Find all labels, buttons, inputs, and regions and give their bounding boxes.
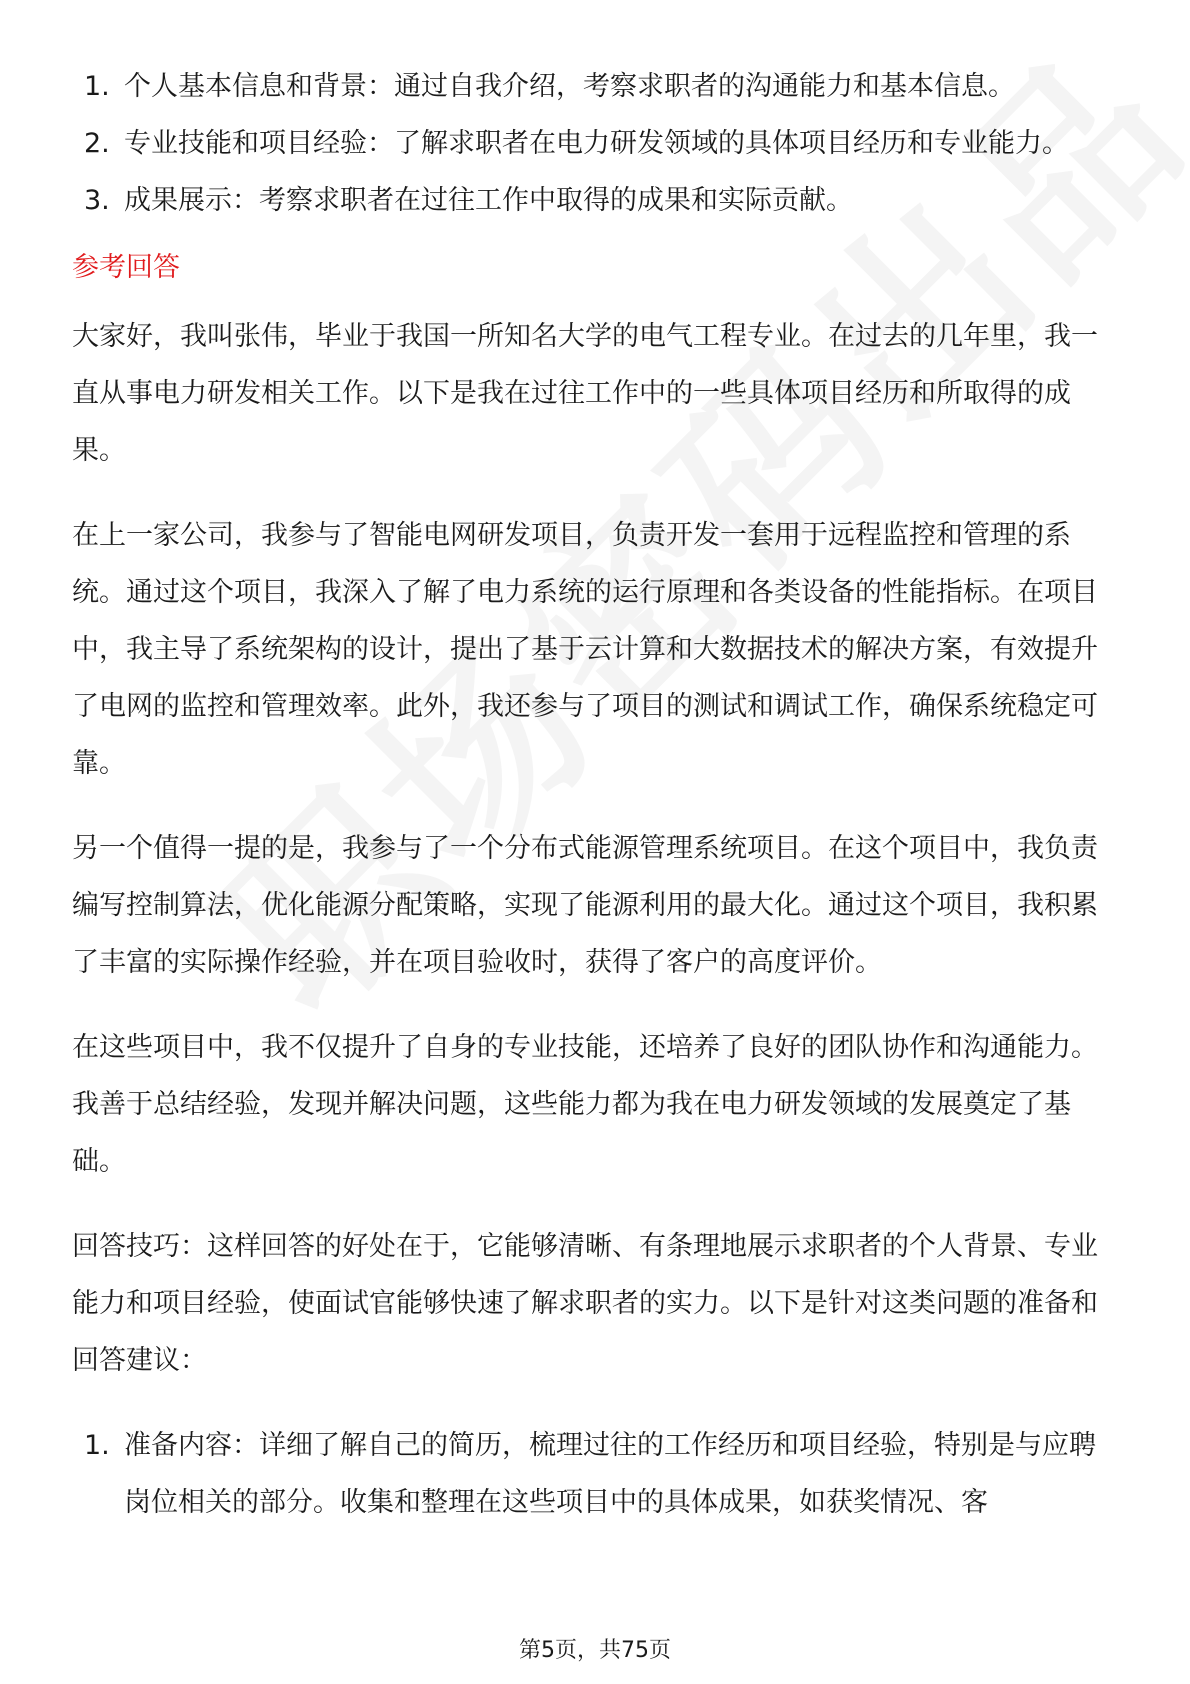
list-number: 1.	[84, 1430, 110, 1461]
list-number: 3.	[84, 185, 110, 216]
list-number: 1.	[84, 71, 110, 102]
list-item-text: 个人基本信息和背景：通过自我介绍，考察求职者的沟通能力和基本信息。	[124, 71, 1015, 102]
list-item-text: 专业技能和项目经验：了解求职者在电力研发领域的具体项目经历和专业能力。	[124, 128, 1069, 159]
document-body	[72, 58, 1122, 1531]
paragraph: 回答技巧：这样回答的好处在于，它能够清晰、有条理地展示求职者的个人背景、专业能力和项目经验，使面试官能够快速了解求职者的实力。以下是针对这类问题的准备和回答建议：	[72, 1231, 1098, 1376]
assessment-points-list	[72, 58, 1122, 229]
section-heading: 参考回答	[72, 252, 180, 283]
list-number: 2.	[84, 128, 110, 159]
list-item	[72, 172, 1122, 229]
paragraph: 在这些项目中，我不仅提升了自身的专业技能，还培养了良好的团队协作和沟通能力。我善于总结经验，发现并解决问题，这些能力都为我在电力研发领域的发展奠定了基础。	[72, 1032, 1098, 1177]
list-item-text: 成果展示：考察求职者在过往工作中取得的成果和实际贡献。	[124, 185, 853, 216]
list-item	[72, 115, 1122, 172]
paragraph: 大家好，我叫张伟，毕业于我国一所知名大学的电气工程专业。在过去的几年里，我一直从事电力研发相关工作。以下是我在过往工作中的一些具体项目经历和所取得的成果。	[72, 321, 1098, 466]
paragraph: 另一个值得一提的是，我参与了一个分布式能源管理系统项目。在这个项目中，我负责编写控制算法，优化能源分配策略，实现了能源利用的最大化。通过这个项目，我积累了丰富的实际操作经验，并在项目验收时，获得了客户的高度评价。	[72, 833, 1098, 978]
list-item	[72, 58, 1122, 115]
list-item-text: 准备内容：详细了解自己的简历，梳理过往的工作经历和项目经验，特别是与应聘岗位相关的部分。收集和整理在这些项目中的具体成果，如获奖情况、客	[124, 1430, 1096, 1518]
list-item	[72, 1417, 1122, 1531]
preparation-tips-list	[72, 1417, 1122, 1531]
page-number-footer: 第5页，共75页	[519, 1638, 671, 1663]
paragraph: 在上一家公司，我参与了智能电网研发项目，负责开发一套用于远程监控和管理的系统。通过这个项目，我深入了解了电力系统的运行原理和各类设备的性能指标。在项目中，我主导了系统架构的设计，提出了基于云计算和大数据技术的解决方案，有效提升了电网的监控和管理效率。此外，我还参与了项目的测试和调试工作，确保系统稳定可靠。	[72, 520, 1098, 779]
